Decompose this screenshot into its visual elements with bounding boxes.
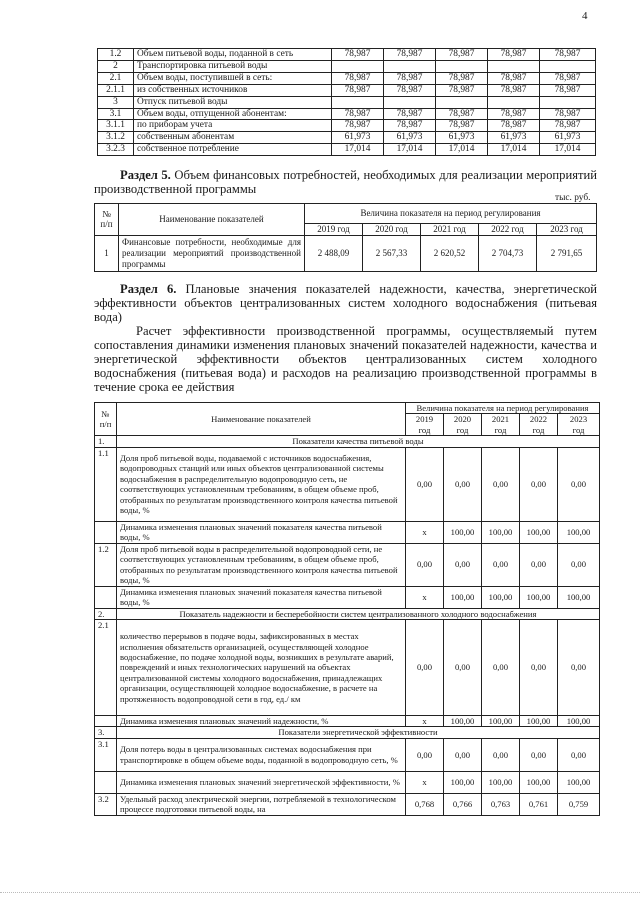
water-volume-table [97, 48, 596, 156]
year-header: 2021 год [421, 224, 479, 236]
row-indicator-name: собственное потребление [134, 144, 332, 156]
value-cell: 78,987 [332, 84, 384, 96]
value-cell: 100,00 [482, 586, 520, 608]
table-row [98, 120, 596, 132]
value-cell [540, 60, 596, 72]
value-cell: 0,00 [482, 738, 520, 771]
value-cell: 100,00 [482, 521, 520, 543]
section-number: 1. [95, 436, 117, 447]
table-row [98, 96, 596, 108]
value-cell: 78,987 [384, 84, 436, 96]
value-cell: 0,00 [520, 620, 558, 716]
value-cell: 78,987 [488, 49, 540, 61]
row-indicator-name: Объем воды, поступившей в сеть: [134, 72, 332, 84]
row-number-empty [95, 716, 117, 727]
value-cell: 17,014 [488, 144, 540, 156]
year-header: 2023 [558, 414, 600, 425]
table-row [98, 144, 596, 156]
value-cell: 78,987 [540, 84, 596, 96]
scan-bottom-edge [0, 892, 640, 893]
row-number: 1 [95, 235, 119, 271]
col-header-number: № п/п [95, 204, 119, 236]
value-cell: 0,00 [558, 543, 600, 586]
year-suffix: год [558, 425, 600, 436]
value-cell [384, 96, 436, 108]
value-cell: 78,987 [436, 84, 488, 96]
value-cell: 0,00 [558, 738, 600, 771]
value-cell: 78,987 [332, 108, 384, 120]
table-row [98, 49, 596, 61]
value-cell: 78,987 [384, 108, 436, 120]
indicators-table [94, 402, 600, 816]
value-cell: 61,973 [384, 132, 436, 144]
value-cell: 100,00 [558, 586, 600, 608]
table-row [98, 72, 596, 84]
value-cell: 2 567,33 [363, 235, 421, 271]
value-cell: 78,987 [436, 49, 488, 61]
year-header: 2019 год [305, 224, 363, 236]
col-header-indicator: Наименование показателей [117, 403, 406, 436]
value-cell: 2 791,65 [537, 235, 597, 271]
year-header: 2019 [406, 414, 444, 425]
value-cell: 0,00 [520, 543, 558, 586]
value-cell: 78,987 [384, 49, 436, 61]
row-indicator-name: Динамика изменения плановых значений энергетической эффективности, % [117, 771, 406, 793]
value-cell: 100,00 [482, 716, 520, 727]
value-cell: 78,987 [436, 72, 488, 84]
value-cell: 78,987 [332, 120, 384, 132]
value-cell [332, 96, 384, 108]
value-cell: 0,00 [558, 620, 600, 716]
col-header-period: Величина показателя на период регулирования [406, 403, 600, 414]
value-cell: 78,987 [436, 108, 488, 120]
section-5-label: Раздел 5. [120, 168, 171, 182]
value-cell: 17,014 [332, 144, 384, 156]
value-cell: 61,973 [488, 132, 540, 144]
value-cell: х [406, 586, 444, 608]
value-cell: 78,987 [488, 108, 540, 120]
value-cell: 17,014 [436, 144, 488, 156]
row-indicator-name: Динамика изменения плановых значений показателя качества питьевой воды, % [117, 586, 406, 608]
section-6-heading [94, 282, 597, 324]
value-cell: х [406, 771, 444, 793]
section-6-label: Раздел 6. [120, 282, 177, 296]
row-indicator-name: Объем питьевой воды, поданной в сеть [134, 49, 332, 61]
value-cell: 0,00 [444, 738, 482, 771]
row-number: 3.1 [95, 738, 117, 771]
value-cell: 78,987 [332, 49, 384, 61]
year-header: 2020 год [363, 224, 421, 236]
value-cell: 2 488,09 [305, 235, 363, 271]
value-cell: 0,00 [406, 620, 444, 716]
table-row [98, 84, 596, 96]
value-cell: 78,987 [540, 49, 596, 61]
value-cell: 100,00 [520, 521, 558, 543]
row-indicator-name: Доля проб питьевой воды в распределительной водопроводной сети, не соответствующих установленным требованиям, в общем объеме проб, отобранных по результатам производственного контроля качества питьевой воды, % [117, 543, 406, 586]
value-cell: 100,00 [444, 771, 482, 793]
row-indicator-name: Динамика изменения плановых значений надежности, % [117, 716, 406, 727]
page-number: 4 [582, 10, 588, 22]
row-number: 3.1.1 [98, 120, 134, 132]
year-suffix: год [444, 425, 482, 436]
year-suffix: год [482, 425, 520, 436]
value-cell: х [406, 521, 444, 543]
year-header: 2022 [520, 414, 558, 425]
value-cell: 78,987 [540, 120, 596, 132]
row-number: 2 [98, 60, 134, 72]
value-cell: 0,00 [444, 543, 482, 586]
section-6-paragraph [94, 324, 597, 394]
row-number: 3.1 [98, 108, 134, 120]
value-cell: 100,00 [558, 771, 600, 793]
section-5-heading [94, 168, 597, 196]
value-cell: 2 704,73 [479, 235, 537, 271]
row-number: 2.1 [95, 620, 117, 716]
value-cell: 78,987 [488, 84, 540, 96]
value-cell: 0,00 [444, 620, 482, 716]
year-header: 2022 год [479, 224, 537, 236]
efficiency-paragraph: Расчет эффективности производственной программы, осуществляемый путем сопоставления динамики изменения плановых значений показателей надежности, качества и энергетической эффективности объектов централизованных систем холодного водоснабжения (питьевая вода) и расходов на реализацию производственной программы в течение срока ее действия [94, 324, 597, 394]
row-indicator-name: Финансовые потребности, необходимые для реализации мероприятий производственной программы [119, 235, 305, 271]
row-indicator-name: из собственных источников [134, 84, 332, 96]
section-title: Показатель надежности и бесперебойности систем централизованного холодного водоснабжения [117, 608, 600, 619]
row-number: 1.2 [98, 49, 134, 61]
value-cell: 78,987 [488, 120, 540, 132]
value-cell: 100,00 [520, 771, 558, 793]
currency-unit: тыс. руб. [555, 193, 591, 203]
value-cell: 0,00 [520, 447, 558, 521]
value-cell: х [406, 716, 444, 727]
value-cell: 100,00 [444, 586, 482, 608]
row-number: 3.2.3 [98, 144, 134, 156]
row-number: 2.1 [98, 72, 134, 84]
value-cell [488, 60, 540, 72]
value-cell: 0,00 [482, 447, 520, 521]
year-suffix: год [406, 425, 444, 436]
year-suffix: год [520, 425, 558, 436]
value-cell [488, 96, 540, 108]
value-cell: 100,00 [558, 716, 600, 727]
row-indicator-name: Транспортировка питьевой воды [134, 60, 332, 72]
value-cell: 0,00 [520, 738, 558, 771]
table-row [98, 108, 596, 120]
value-cell: 100,00 [520, 716, 558, 727]
value-cell [540, 96, 596, 108]
value-cell [384, 60, 436, 72]
value-cell: 0,00 [482, 543, 520, 586]
row-indicator-name: количество перерывов в подаче воды, зафиксированных в местах исполнения обязательств организацией, осуществляющей холодное водоснабжение, по подаче холодной воды, возникших в результате аварий, повреждений и иных технологических нарушений на объектах централизованной системы холодного водоснабжения, принадлежащих организации, осуществляющей холодное водоснабжение, в расчете на протяженность водопроводной сети в год, ед./ км [117, 620, 406, 716]
value-cell [436, 96, 488, 108]
section-title: Показатели качества питьевой воды [117, 436, 600, 447]
row-number-empty [95, 521, 117, 543]
value-cell: 0,00 [406, 447, 444, 521]
row-number: 3 [98, 96, 134, 108]
col-header-number: № п/п [95, 403, 117, 436]
section-title: Показатели энергетической эффективности [117, 727, 600, 738]
row-indicator-name: Отпуск питьевой воды [134, 96, 332, 108]
col-header-period: Величина показателя на период регулирования [305, 204, 597, 224]
row-number: 1.2 [95, 543, 117, 586]
year-header: 2023 год [537, 224, 597, 236]
value-cell: 100,00 [520, 586, 558, 608]
row-indicator-name: Объем воды, отпущенной абонентам: [134, 108, 332, 120]
value-cell: 0,00 [482, 620, 520, 716]
value-cell: 78,987 [488, 72, 540, 84]
value-cell: 78,987 [384, 120, 436, 132]
row-indicator-name: Удельный расход электрической энергии, потребляемой в технологическом процессе подготовки питьевой воды, на [117, 793, 406, 815]
row-indicator-name: Доля проб питьевой воды, подаваемой с источников водоснабжения, водопроводных станций или иных объектов централизованной системы водоснабжения в распределительную водопроводную сеть, не соответствующих установленным требованиям, в общем объеме проб, отобранных по результатам производственного контроля качества питьевой воды, % [117, 447, 406, 521]
value-cell: 100,00 [482, 771, 520, 793]
row-number: 1.1 [95, 447, 117, 521]
value-cell: 0,00 [444, 447, 482, 521]
value-cell: 2 620,52 [421, 235, 479, 271]
section-5-title: Объем финансовых потребностей, необходимых для реализации мероприятий производственной программы [94, 168, 597, 196]
value-cell: 0,00 [406, 738, 444, 771]
section-6-title: Плановые значения показателей надежности, качества, энергетической эффективности объектов централизованных систем холодного водоснабжения (питьевая вода) [94, 282, 597, 324]
value-cell: 100,00 [444, 716, 482, 727]
value-cell: 78,987 [332, 72, 384, 84]
table-row [98, 60, 596, 72]
value-cell: 100,00 [558, 521, 600, 543]
year-header: 2020 [444, 414, 482, 425]
value-cell: 0,00 [406, 543, 444, 586]
value-cell: 100,00 [444, 521, 482, 543]
value-cell: 61,973 [540, 132, 596, 144]
section-number: 2. [95, 608, 117, 619]
table-row [98, 132, 596, 144]
value-cell: 61,973 [332, 132, 384, 144]
value-cell: 17,014 [384, 144, 436, 156]
value-cell: 0,759 [558, 793, 600, 815]
row-number: 2.1.1 [98, 84, 134, 96]
financial-needs-table [94, 203, 597, 272]
value-cell [436, 60, 488, 72]
row-indicator-name: Доля потерь воды в централизованных системах водоснабжения при транспортировке в общем объеме воды, поданной в водопроводную сеть, % [117, 738, 406, 771]
row-indicator-name: Динамика изменения плановых значений показателя качества питьевой воды, % [117, 521, 406, 543]
value-cell: 0,761 [520, 793, 558, 815]
year-header: 2021 [482, 414, 520, 425]
value-cell: 17,014 [540, 144, 596, 156]
value-cell [332, 60, 384, 72]
section-number: 3. [95, 727, 117, 738]
row-number-empty [95, 586, 117, 608]
value-cell: 61,973 [436, 132, 488, 144]
row-number: 3.2 [95, 793, 117, 815]
value-cell: 0,763 [482, 793, 520, 815]
value-cell: 0,766 [444, 793, 482, 815]
value-cell: 78,987 [540, 108, 596, 120]
col-header-indicator: Наименование показателей [119, 204, 305, 236]
value-cell: 0,00 [558, 447, 600, 521]
row-indicator-name: по приборам учета [134, 120, 332, 132]
row-number-empty [95, 771, 117, 793]
value-cell: 78,987 [540, 72, 596, 84]
value-cell: 78,987 [384, 72, 436, 84]
value-cell: 78,987 [436, 120, 488, 132]
row-indicator-name: собственным абонентам [134, 132, 332, 144]
value-cell: 0,768 [406, 793, 444, 815]
row-number: 3.1.2 [98, 132, 134, 144]
